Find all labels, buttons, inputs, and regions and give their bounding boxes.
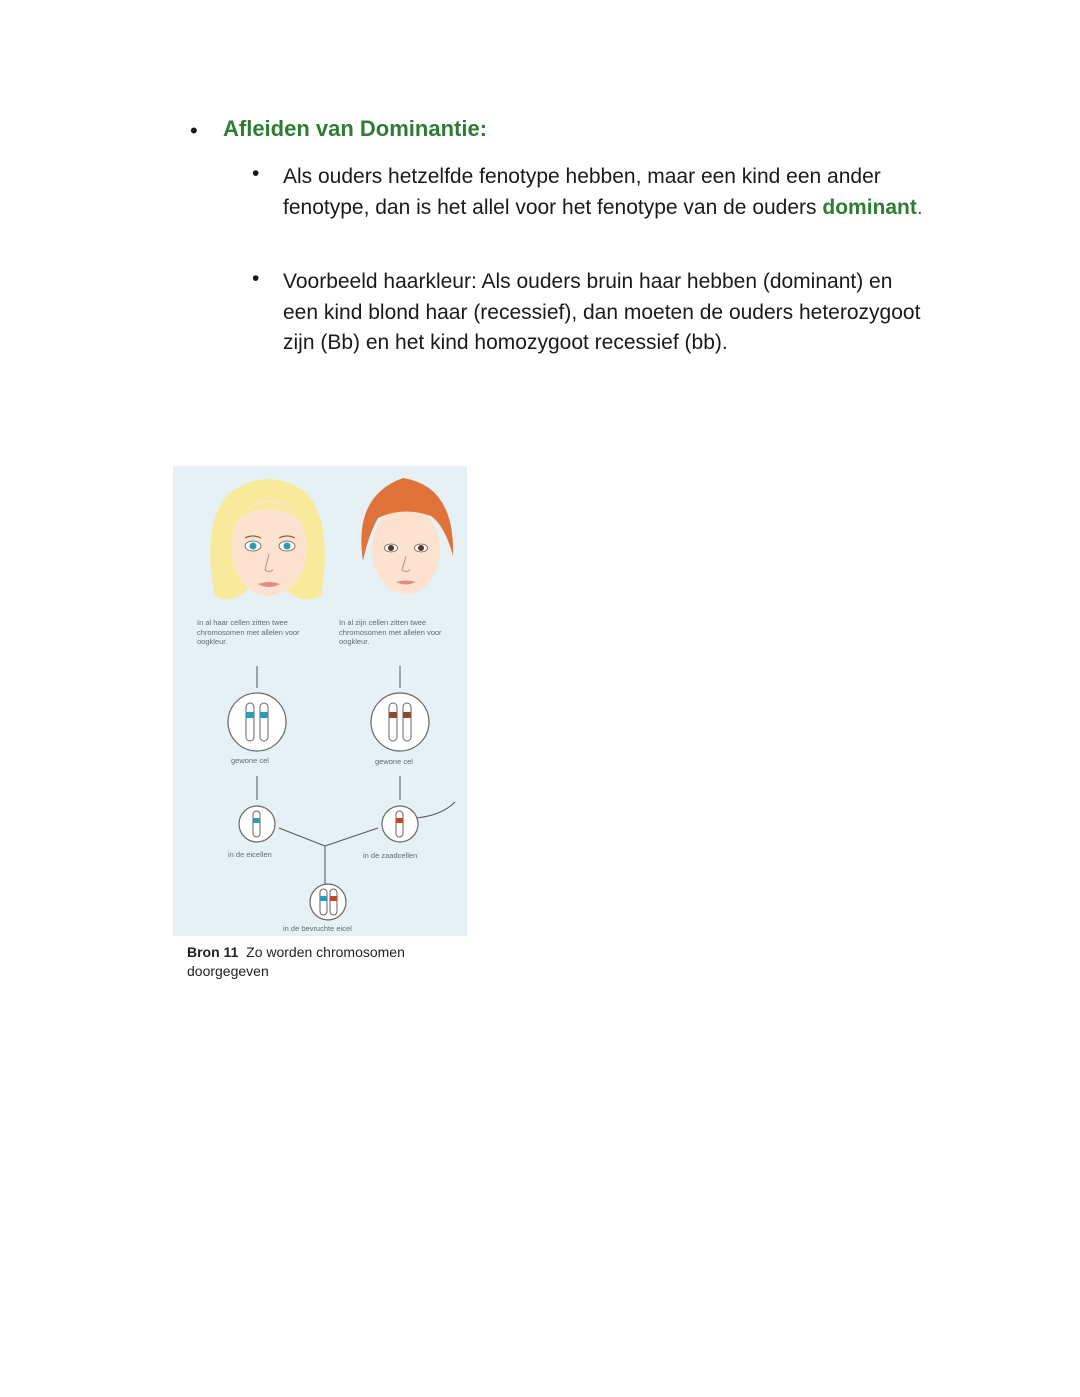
- mother-face: [210, 479, 325, 599]
- list-bullet: •: [252, 162, 260, 185]
- figure-caption: [187, 943, 447, 981]
- sperm-cell: [382, 806, 418, 842]
- father-cell-label: gewone cel: [375, 757, 413, 766]
- list-item-dominance-rule: [283, 162, 923, 223]
- egg-cell-label: in de eicellen: [228, 850, 272, 859]
- father-face: [361, 478, 453, 594]
- dominant-emphasis: dominant: [822, 195, 917, 219]
- caption-label: Bron 11: [187, 944, 239, 960]
- mother-cell-label: gewone cel: [231, 756, 269, 765]
- fertilized-egg-cell: [310, 884, 346, 920]
- father-description: In al zijn cellen zitten twee chromosomen met allelen voor oogkleur.: [339, 618, 442, 646]
- list-item-punctuation: .: [916, 195, 923, 219]
- diagram-arrows: [257, 666, 455, 884]
- egg-cell: [239, 806, 275, 842]
- father-body-cell: [371, 693, 429, 751]
- mother-description: In al haar cellen zitten twee chromosomen met allelen voor oogkleur.: [197, 618, 300, 646]
- sperm-cell-label: in de zaadcellen: [363, 851, 418, 860]
- caption-text: Zo worden chromosomen doorgegeven: [187, 944, 405, 979]
- list-item-hair-example: Voorbeeld haarkleur: Als ouders bruin haar hebben (dominant) en een kind blond haar (recessief), dan moeten de ouders heterozygoot zijn (Bb) en het kind homozygoot recessief (bb).: [283, 270, 921, 354]
- chromosome-diagram: [173, 466, 467, 936]
- chromosome-figure: [173, 466, 467, 936]
- mother-body-cell: [228, 693, 286, 751]
- section-heading: Afleiden van Dominantie:: [223, 116, 488, 141]
- list-bullet: •: [252, 267, 260, 290]
- heading-bullet: •: [190, 118, 198, 143]
- fertilized-cell-label: in de bevruchte eicel: [283, 924, 352, 933]
- list-item-text: Als ouders hetzelfde fenotype hebben, maar een kind een ander fenotype, dan is het allel voor het fenotype van de ouders: [283, 165, 881, 219]
